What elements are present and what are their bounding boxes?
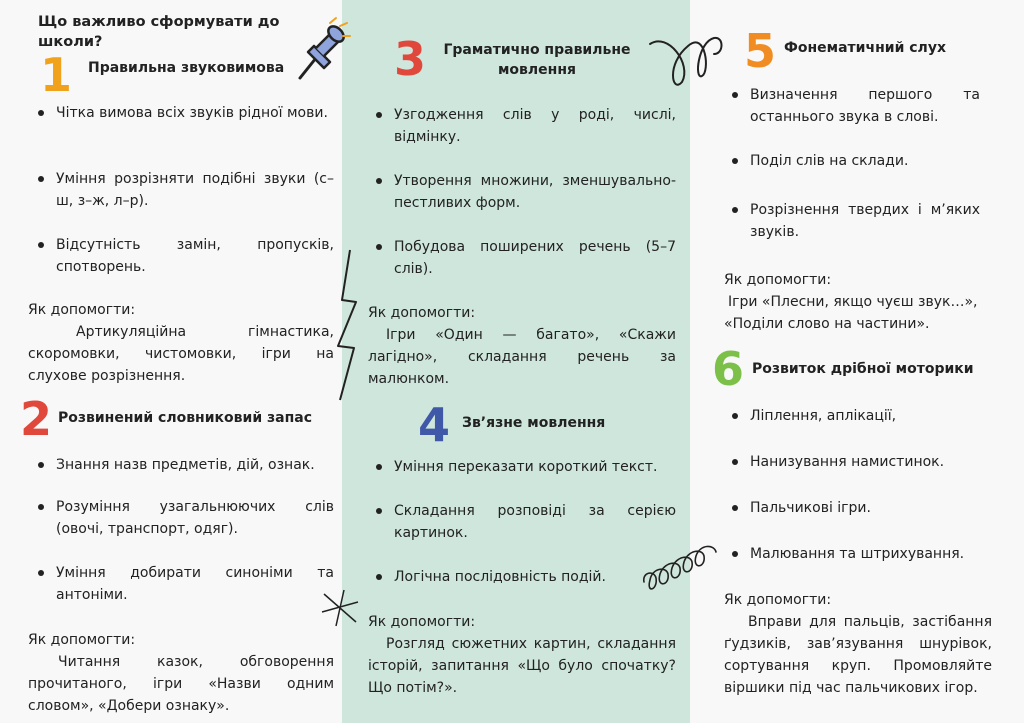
- list-item: Розрізнення твердих і м’яких звуків.: [750, 199, 980, 243]
- section-1-help-text: Артикуляційна гімнастика, скоромовки, чистомовки, ігри на слухове розрізнення.: [28, 324, 334, 384]
- section-3-number: 3: [394, 32, 427, 86]
- list-item: Уміння переказати короткий текст.: [394, 456, 676, 478]
- section-2-title: Розвинений словниковий запас: [58, 410, 313, 426]
- section-4-title: Зв’язне мовлення: [462, 415, 606, 431]
- list-item: Відсутність замін, пропусків, спотворень.: [56, 234, 334, 278]
- loop-scribble-decoration: [648, 24, 728, 90]
- list-item: Узгодження слів у роді, числі, відмінку.: [394, 104, 676, 148]
- star-scribble-decoration: [320, 588, 360, 628]
- section-5-help-label: Як допомогти:: [724, 272, 832, 288]
- section-2-help-text: Читання казок, обговорення прочитаного, ігри «Назви одним словом», «Добери ознаку».: [28, 654, 334, 714]
- section-3-help-label: Як допомогти:: [368, 305, 476, 321]
- section-1-help-label: Як допомогти:: [28, 302, 136, 318]
- section-6-number: 6: [712, 342, 745, 396]
- section-2-help-label: Як допомогти:: [28, 632, 136, 648]
- list-item: Чітка вимова всіх звуків рідної мови.: [56, 102, 334, 124]
- section-5-help-text: Ігри «Плесни, якщо чуєш звук…», «Поділи слово на частини».: [724, 294, 978, 332]
- section-1-number: 1: [40, 48, 73, 102]
- section-3-help-text: Ігри «Один — багато», «Скажи лагідно», складання речень за малюнком.: [368, 327, 676, 387]
- section-4-help-text: Розгляд сюжетних картин, складання історій, запитання «Що було спочатку? Що потім?».: [368, 636, 676, 696]
- list-item: Побудова поширених речень (5–7 слів).: [394, 236, 676, 280]
- list-item: Ліплення, аплікації,: [750, 405, 990, 427]
- section-5-number: 5: [744, 24, 777, 78]
- list-item: Розуміння узагальнюючих слів (овочі, транспорт, одяг).: [56, 496, 334, 540]
- list-item: Складання розповіді за серією картинок.: [394, 500, 676, 544]
- section-4-help-label: Як допомогти:: [368, 614, 476, 630]
- list-item: Поділ слів на склади.: [750, 150, 980, 172]
- section-3-title: Граматично правильне мовлення: [443, 42, 631, 78]
- spiral-scribble-decoration: [640, 530, 720, 610]
- list-item: Уміння розрізняти подібні звуки (с–ш, з–ж, л–р).: [56, 168, 334, 212]
- list-item: Утворення множини, зменшувально-пестливих форм.: [394, 170, 676, 214]
- list-item: Малювання та штрихування.: [750, 543, 990, 565]
- list-item: Пальчикові ігри.: [750, 497, 990, 519]
- section-5-title: Фонематичний слух: [784, 40, 946, 56]
- list-item: Уміння добирати синоніми та антоніми.: [56, 562, 334, 606]
- section-4-number: 4: [418, 398, 451, 452]
- section-6-title: Розвиток дрібної моторики: [752, 361, 974, 377]
- list-item: Нанизування намистинок.: [750, 451, 990, 473]
- section-6-help-text: Вправи для пальців, застібання ґудзиків, зав’язування шнурівок, сортування круп. Промовляйте віршики під час пальчикових ігор.: [724, 614, 992, 696]
- list-item: Знання назв предметів, дій, ознак.: [56, 454, 334, 476]
- page-title: Що важливо сформувати до школи?: [38, 14, 280, 50]
- zigzag-line-decoration: [330, 250, 370, 400]
- section-2-number: 2: [20, 392, 53, 446]
- list-item: Логічна послідовність подій.: [394, 566, 676, 588]
- list-item: Визначення першого та останнього звука в слові.: [750, 84, 980, 128]
- section-1-title: Правильна звуковимова: [88, 60, 285, 76]
- section-6-help-label: Як допомогти:: [724, 592, 832, 608]
- pushpin-icon: [290, 18, 350, 88]
